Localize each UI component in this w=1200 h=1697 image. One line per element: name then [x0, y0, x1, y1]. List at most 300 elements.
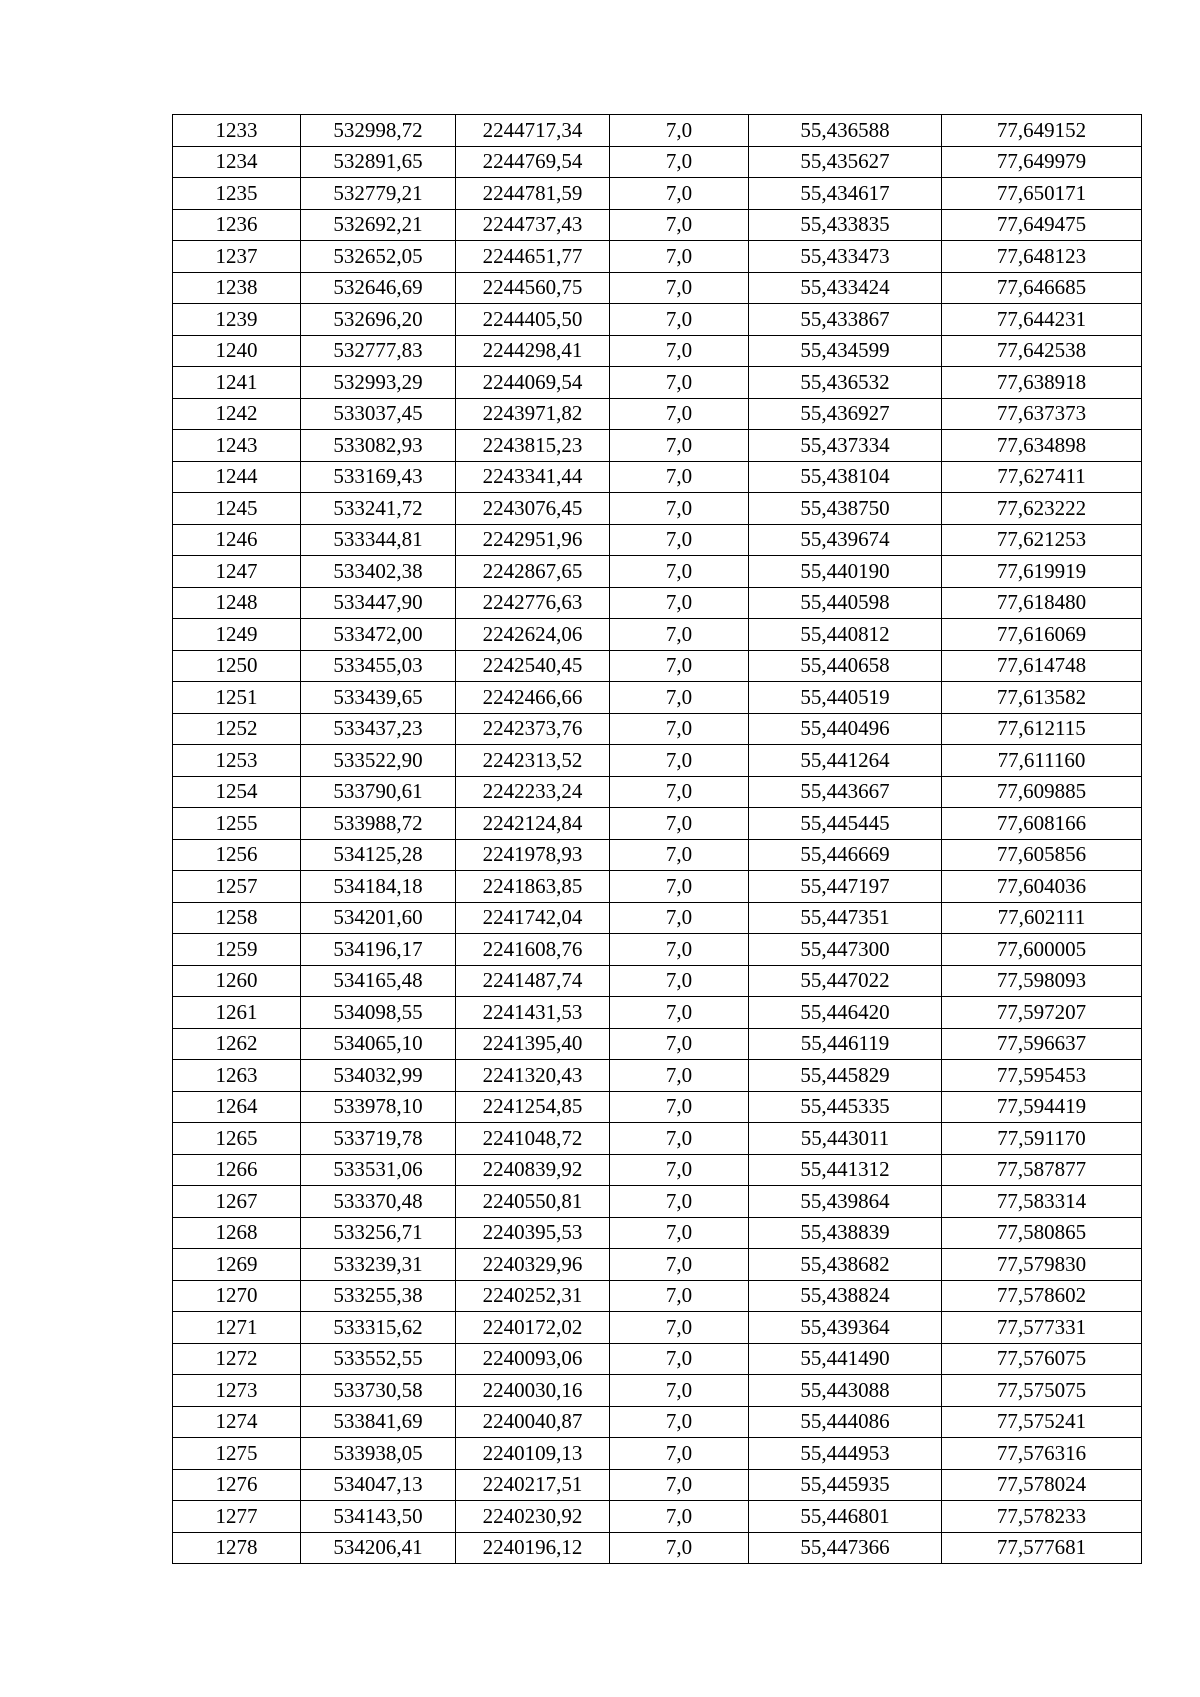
longitude-cell: 77,613582: [942, 682, 1142, 714]
accuracy-cell: 7,0: [610, 713, 749, 745]
x-coordinate-cell: 533552,55: [301, 1343, 456, 1375]
table-row: [173, 335, 1142, 367]
y-coordinate-cell: 2240839,92: [456, 1154, 610, 1186]
latitude-cell: 55,447351: [749, 902, 942, 934]
table-row: [173, 209, 1142, 241]
table-row: [173, 430, 1142, 462]
table-row: [173, 1501, 1142, 1533]
point-number-cell: 1262: [173, 1028, 301, 1060]
table-row: [173, 1406, 1142, 1438]
table-row: [173, 1532, 1142, 1564]
longitude-cell: 77,650171: [942, 178, 1142, 210]
x-coordinate-cell: 533472,00: [301, 619, 456, 651]
x-coordinate-cell: 534165,48: [301, 965, 456, 997]
table-row: [173, 1060, 1142, 1092]
point-number-cell: 1244: [173, 461, 301, 493]
y-coordinate-cell: 2244405,50: [456, 304, 610, 336]
accuracy-cell: 7,0: [610, 367, 749, 399]
longitude-cell: 77,649979: [942, 146, 1142, 178]
table-row: [173, 682, 1142, 714]
accuracy-cell: 7,0: [610, 146, 749, 178]
y-coordinate-cell: 2241608,76: [456, 934, 610, 966]
y-coordinate-cell: 2240395,53: [456, 1217, 610, 1249]
y-coordinate-cell: 2241048,72: [456, 1123, 610, 1155]
latitude-cell: 55,443011: [749, 1123, 942, 1155]
latitude-cell: 55,438824: [749, 1280, 942, 1312]
longitude-cell: 77,614748: [942, 650, 1142, 682]
accuracy-cell: 7,0: [610, 304, 749, 336]
point-number-cell: 1270: [173, 1280, 301, 1312]
accuracy-cell: 7,0: [610, 1469, 749, 1501]
y-coordinate-cell: 2244717,34: [456, 115, 610, 147]
longitude-cell: 77,612115: [942, 713, 1142, 745]
table-row: [173, 934, 1142, 966]
longitude-cell: 77,627411: [942, 461, 1142, 493]
table-row: [173, 367, 1142, 399]
longitude-cell: 77,576075: [942, 1343, 1142, 1375]
y-coordinate-cell: 2240196,12: [456, 1532, 610, 1564]
table-row: [173, 1091, 1142, 1123]
latitude-cell: 55,445445: [749, 808, 942, 840]
longitude-cell: 77,575075: [942, 1375, 1142, 1407]
latitude-cell: 55,438750: [749, 493, 942, 525]
x-coordinate-cell: 533522,90: [301, 745, 456, 777]
y-coordinate-cell: 2241863,85: [456, 871, 610, 903]
y-coordinate-cell: 2241395,40: [456, 1028, 610, 1060]
accuracy-cell: 7,0: [610, 650, 749, 682]
accuracy-cell: 7,0: [610, 430, 749, 462]
latitude-cell: 55,435627: [749, 146, 942, 178]
point-number-cell: 1242: [173, 398, 301, 430]
x-coordinate-cell: 532777,83: [301, 335, 456, 367]
longitude-cell: 77,583314: [942, 1186, 1142, 1218]
table-row: [173, 178, 1142, 210]
latitude-cell: 55,433835: [749, 209, 942, 241]
x-coordinate-cell: 533315,62: [301, 1312, 456, 1344]
x-coordinate-cell: 533719,78: [301, 1123, 456, 1155]
accuracy-cell: 7,0: [610, 1532, 749, 1564]
accuracy-cell: 7,0: [610, 461, 749, 493]
longitude-cell: 77,648123: [942, 241, 1142, 273]
y-coordinate-cell: 2240329,96: [456, 1249, 610, 1281]
accuracy-cell: 7,0: [610, 241, 749, 273]
point-number-cell: 1254: [173, 776, 301, 808]
latitude-cell: 55,443088: [749, 1375, 942, 1407]
accuracy-cell: 7,0: [610, 1091, 749, 1123]
latitude-cell: 55,440190: [749, 556, 942, 588]
table-row: [173, 556, 1142, 588]
x-coordinate-cell: 534047,13: [301, 1469, 456, 1501]
accuracy-cell: 7,0: [610, 524, 749, 556]
accuracy-cell: 7,0: [610, 745, 749, 777]
table-row: [173, 1186, 1142, 1218]
latitude-cell: 55,441312: [749, 1154, 942, 1186]
longitude-cell: 77,649475: [942, 209, 1142, 241]
y-coordinate-cell: 2244560,75: [456, 272, 610, 304]
y-coordinate-cell: 2240172,02: [456, 1312, 610, 1344]
latitude-cell: 55,440519: [749, 682, 942, 714]
latitude-cell: 55,436532: [749, 367, 942, 399]
x-coordinate-cell: 533169,43: [301, 461, 456, 493]
x-coordinate-cell: 532779,21: [301, 178, 456, 210]
y-coordinate-cell: 2242313,52: [456, 745, 610, 777]
point-number-cell: 1237: [173, 241, 301, 273]
y-coordinate-cell: 2242624,06: [456, 619, 610, 651]
y-coordinate-cell: 2241742,04: [456, 902, 610, 934]
x-coordinate-cell: 533439,65: [301, 682, 456, 714]
accuracy-cell: 7,0: [610, 997, 749, 1029]
table-row: [173, 1217, 1142, 1249]
x-coordinate-cell: 533241,72: [301, 493, 456, 525]
y-coordinate-cell: 2243815,23: [456, 430, 610, 462]
latitude-cell: 55,439364: [749, 1312, 942, 1344]
table-row: [173, 713, 1142, 745]
accuracy-cell: 7,0: [610, 272, 749, 304]
accuracy-cell: 7,0: [610, 965, 749, 997]
y-coordinate-cell: 2240030,16: [456, 1375, 610, 1407]
table-row: [173, 272, 1142, 304]
point-number-cell: 1277: [173, 1501, 301, 1533]
y-coordinate-cell: 2242867,65: [456, 556, 610, 588]
longitude-cell: 77,579830: [942, 1249, 1142, 1281]
table-row: [173, 1312, 1142, 1344]
longitude-cell: 77,580865: [942, 1217, 1142, 1249]
table-row: [173, 115, 1142, 147]
point-number-cell: 1239: [173, 304, 301, 336]
y-coordinate-cell: 2244298,41: [456, 335, 610, 367]
longitude-cell: 77,637373: [942, 398, 1142, 430]
x-coordinate-cell: 533082,93: [301, 430, 456, 462]
table-row: [173, 965, 1142, 997]
latitude-cell: 55,445829: [749, 1060, 942, 1092]
accuracy-cell: 7,0: [610, 1060, 749, 1092]
table-row: [173, 839, 1142, 871]
accuracy-cell: 7,0: [610, 493, 749, 525]
point-number-cell: 1260: [173, 965, 301, 997]
longitude-cell: 77,646685: [942, 272, 1142, 304]
latitude-cell: 55,437334: [749, 430, 942, 462]
accuracy-cell: 7,0: [610, 115, 749, 147]
point-number-cell: 1267: [173, 1186, 301, 1218]
latitude-cell: 55,444953: [749, 1438, 942, 1470]
latitude-cell: 55,433867: [749, 304, 942, 336]
point-number-cell: 1240: [173, 335, 301, 367]
table-row: [173, 871, 1142, 903]
y-coordinate-cell: 2242233,24: [456, 776, 610, 808]
point-number-cell: 1255: [173, 808, 301, 840]
longitude-cell: 77,577331: [942, 1312, 1142, 1344]
point-number-cell: 1234: [173, 146, 301, 178]
accuracy-cell: 7,0: [610, 178, 749, 210]
accuracy-cell: 7,0: [610, 556, 749, 588]
table-row: [173, 808, 1142, 840]
x-coordinate-cell: 533370,48: [301, 1186, 456, 1218]
x-coordinate-cell: 533988,72: [301, 808, 456, 840]
point-number-cell: 1271: [173, 1312, 301, 1344]
longitude-cell: 77,634898: [942, 430, 1142, 462]
x-coordinate-cell: 532993,29: [301, 367, 456, 399]
point-number-cell: 1241: [173, 367, 301, 399]
longitude-cell: 77,575241: [942, 1406, 1142, 1438]
y-coordinate-cell: 2243971,82: [456, 398, 610, 430]
table-row: [173, 304, 1142, 336]
y-coordinate-cell: 2241978,93: [456, 839, 610, 871]
accuracy-cell: 7,0: [610, 1123, 749, 1155]
point-number-cell: 1246: [173, 524, 301, 556]
table-row: [173, 1375, 1142, 1407]
accuracy-cell: 7,0: [610, 902, 749, 934]
x-coordinate-cell: 534201,60: [301, 902, 456, 934]
table-row: [173, 241, 1142, 273]
point-number-cell: 1263: [173, 1060, 301, 1092]
y-coordinate-cell: 2240040,87: [456, 1406, 610, 1438]
accuracy-cell: 7,0: [610, 1186, 749, 1218]
table-row: [173, 1280, 1142, 1312]
point-number-cell: 1252: [173, 713, 301, 745]
point-number-cell: 1238: [173, 272, 301, 304]
x-coordinate-cell: 533447,90: [301, 587, 456, 619]
y-coordinate-cell: 2244737,43: [456, 209, 610, 241]
accuracy-cell: 7,0: [610, 1406, 749, 1438]
longitude-cell: 77,609885: [942, 776, 1142, 808]
latitude-cell: 55,434599: [749, 335, 942, 367]
accuracy-cell: 7,0: [610, 808, 749, 840]
table-row: [173, 745, 1142, 777]
table-row: [173, 1154, 1142, 1186]
point-number-cell: 1276: [173, 1469, 301, 1501]
point-number-cell: 1274: [173, 1406, 301, 1438]
accuracy-cell: 7,0: [610, 1438, 749, 1470]
table-row: [173, 997, 1142, 1029]
table-row: [173, 1438, 1142, 1470]
x-coordinate-cell: 533978,10: [301, 1091, 456, 1123]
x-coordinate-cell: 532696,20: [301, 304, 456, 336]
latitude-cell: 55,446119: [749, 1028, 942, 1060]
x-coordinate-cell: 533256,71: [301, 1217, 456, 1249]
x-coordinate-cell: 534125,28: [301, 839, 456, 871]
x-coordinate-cell: 533730,58: [301, 1375, 456, 1407]
longitude-cell: 77,578233: [942, 1501, 1142, 1533]
latitude-cell: 55,436927: [749, 398, 942, 430]
table-row: [173, 1123, 1142, 1155]
y-coordinate-cell: 2242373,76: [456, 713, 610, 745]
accuracy-cell: 7,0: [610, 1249, 749, 1281]
point-number-cell: 1269: [173, 1249, 301, 1281]
y-coordinate-cell: 2242776,63: [456, 587, 610, 619]
longitude-cell: 77,602111: [942, 902, 1142, 934]
point-number-cell: 1259: [173, 934, 301, 966]
longitude-cell: 77,600005: [942, 934, 1142, 966]
x-coordinate-cell: 534143,50: [301, 1501, 456, 1533]
latitude-cell: 55,441264: [749, 745, 942, 777]
point-number-cell: 1268: [173, 1217, 301, 1249]
coordinates-table-body: [173, 115, 1142, 1564]
longitude-cell: 77,649152: [942, 115, 1142, 147]
longitude-cell: 77,576316: [942, 1438, 1142, 1470]
latitude-cell: 55,447022: [749, 965, 942, 997]
point-number-cell: 1245: [173, 493, 301, 525]
accuracy-cell: 7,0: [610, 1217, 749, 1249]
x-coordinate-cell: 534184,18: [301, 871, 456, 903]
x-coordinate-cell: 532998,72: [301, 115, 456, 147]
latitude-cell: 55,444086: [749, 1406, 942, 1438]
y-coordinate-cell: 2240109,13: [456, 1438, 610, 1470]
table-row: [173, 146, 1142, 178]
y-coordinate-cell: 2241431,53: [456, 997, 610, 1029]
x-coordinate-cell: 533437,23: [301, 713, 456, 745]
accuracy-cell: 7,0: [610, 1312, 749, 1344]
point-number-cell: 1258: [173, 902, 301, 934]
x-coordinate-cell: 534206,41: [301, 1532, 456, 1564]
table-row: [173, 650, 1142, 682]
point-number-cell: 1272: [173, 1343, 301, 1375]
point-number-cell: 1256: [173, 839, 301, 871]
point-number-cell: 1243: [173, 430, 301, 462]
latitude-cell: 55,447197: [749, 871, 942, 903]
point-number-cell: 1249: [173, 619, 301, 651]
latitude-cell: 55,440598: [749, 587, 942, 619]
latitude-cell: 55,441490: [749, 1343, 942, 1375]
y-coordinate-cell: 2243076,45: [456, 493, 610, 525]
y-coordinate-cell: 2242466,66: [456, 682, 610, 714]
longitude-cell: 77,623222: [942, 493, 1142, 525]
x-coordinate-cell: 533531,06: [301, 1154, 456, 1186]
latitude-cell: 55,447300: [749, 934, 942, 966]
y-coordinate-cell: 2242124,84: [456, 808, 610, 840]
longitude-cell: 77,587877: [942, 1154, 1142, 1186]
table-row: [173, 587, 1142, 619]
table-row: [173, 524, 1142, 556]
y-coordinate-cell: 2241320,43: [456, 1060, 610, 1092]
accuracy-cell: 7,0: [610, 1375, 749, 1407]
x-coordinate-cell: 533344,81: [301, 524, 456, 556]
x-coordinate-cell: 533790,61: [301, 776, 456, 808]
point-number-cell: 1250: [173, 650, 301, 682]
table-row: [173, 493, 1142, 525]
longitude-cell: 77,611160: [942, 745, 1142, 777]
latitude-cell: 55,446669: [749, 839, 942, 871]
x-coordinate-cell: 533037,45: [301, 398, 456, 430]
x-coordinate-cell: 533841,69: [301, 1406, 456, 1438]
latitude-cell: 55,440496: [749, 713, 942, 745]
table-row: [173, 1469, 1142, 1501]
x-coordinate-cell: 533239,31: [301, 1249, 456, 1281]
point-number-cell: 1235: [173, 178, 301, 210]
point-number-cell: 1233: [173, 115, 301, 147]
latitude-cell: 55,446801: [749, 1501, 942, 1533]
point-number-cell: 1266: [173, 1154, 301, 1186]
latitude-cell: 55,438682: [749, 1249, 942, 1281]
longitude-cell: 77,594419: [942, 1091, 1142, 1123]
x-coordinate-cell: 533455,03: [301, 650, 456, 682]
x-coordinate-cell: 533938,05: [301, 1438, 456, 1470]
table-row: [173, 619, 1142, 651]
table-row: [173, 902, 1142, 934]
y-coordinate-cell: 2240217,51: [456, 1469, 610, 1501]
latitude-cell: 55,445335: [749, 1091, 942, 1123]
longitude-cell: 77,608166: [942, 808, 1142, 840]
x-coordinate-cell: 532646,69: [301, 272, 456, 304]
point-number-cell: 1253: [173, 745, 301, 777]
latitude-cell: 55,440812: [749, 619, 942, 651]
accuracy-cell: 7,0: [610, 398, 749, 430]
point-number-cell: 1247: [173, 556, 301, 588]
y-coordinate-cell: 2242951,96: [456, 524, 610, 556]
x-coordinate-cell: 532891,65: [301, 146, 456, 178]
accuracy-cell: 7,0: [610, 335, 749, 367]
y-coordinate-cell: 2244651,77: [456, 241, 610, 273]
accuracy-cell: 7,0: [610, 1501, 749, 1533]
latitude-cell: 55,439674: [749, 524, 942, 556]
latitude-cell: 55,436588: [749, 115, 942, 147]
coordinates-table: [172, 114, 1142, 1564]
y-coordinate-cell: 2240230,92: [456, 1501, 610, 1533]
longitude-cell: 77,595453: [942, 1060, 1142, 1092]
latitude-cell: 55,447366: [749, 1532, 942, 1564]
longitude-cell: 77,618480: [942, 587, 1142, 619]
latitude-cell: 55,433424: [749, 272, 942, 304]
longitude-cell: 77,577681: [942, 1532, 1142, 1564]
point-number-cell: 1273: [173, 1375, 301, 1407]
latitude-cell: 55,434617: [749, 178, 942, 210]
point-number-cell: 1251: [173, 682, 301, 714]
point-number-cell: 1236: [173, 209, 301, 241]
x-coordinate-cell: 534065,10: [301, 1028, 456, 1060]
longitude-cell: 77,578024: [942, 1469, 1142, 1501]
y-coordinate-cell: 2242540,45: [456, 650, 610, 682]
longitude-cell: 77,616069: [942, 619, 1142, 651]
latitude-cell: 55,438839: [749, 1217, 942, 1249]
accuracy-cell: 7,0: [610, 776, 749, 808]
accuracy-cell: 7,0: [610, 1154, 749, 1186]
x-coordinate-cell: 532692,21: [301, 209, 456, 241]
accuracy-cell: 7,0: [610, 682, 749, 714]
y-coordinate-cell: 2244769,54: [456, 146, 610, 178]
longitude-cell: 77,604036: [942, 871, 1142, 903]
x-coordinate-cell: 534032,99: [301, 1060, 456, 1092]
x-coordinate-cell: 534196,17: [301, 934, 456, 966]
y-coordinate-cell: 2244781,59: [456, 178, 610, 210]
point-number-cell: 1264: [173, 1091, 301, 1123]
y-coordinate-cell: 2240093,06: [456, 1343, 610, 1375]
table-row: [173, 776, 1142, 808]
latitude-cell: 55,438104: [749, 461, 942, 493]
accuracy-cell: 7,0: [610, 839, 749, 871]
accuracy-cell: 7,0: [610, 619, 749, 651]
latitude-cell: 55,433473: [749, 241, 942, 273]
table-row: [173, 1028, 1142, 1060]
point-number-cell: 1248: [173, 587, 301, 619]
accuracy-cell: 7,0: [610, 871, 749, 903]
point-number-cell: 1278: [173, 1532, 301, 1564]
table-row: [173, 398, 1142, 430]
latitude-cell: 55,443667: [749, 776, 942, 808]
longitude-cell: 77,619919: [942, 556, 1142, 588]
y-coordinate-cell: 2244069,54: [456, 367, 610, 399]
y-coordinate-cell: 2240252,31: [456, 1280, 610, 1312]
accuracy-cell: 7,0: [610, 1343, 749, 1375]
longitude-cell: 77,605856: [942, 839, 1142, 871]
accuracy-cell: 7,0: [610, 1280, 749, 1312]
accuracy-cell: 7,0: [610, 587, 749, 619]
accuracy-cell: 7,0: [610, 209, 749, 241]
table-row: [173, 1249, 1142, 1281]
longitude-cell: 77,578602: [942, 1280, 1142, 1312]
longitude-cell: 77,596637: [942, 1028, 1142, 1060]
latitude-cell: 55,439864: [749, 1186, 942, 1218]
point-number-cell: 1275: [173, 1438, 301, 1470]
x-coordinate-cell: 533402,38: [301, 556, 456, 588]
